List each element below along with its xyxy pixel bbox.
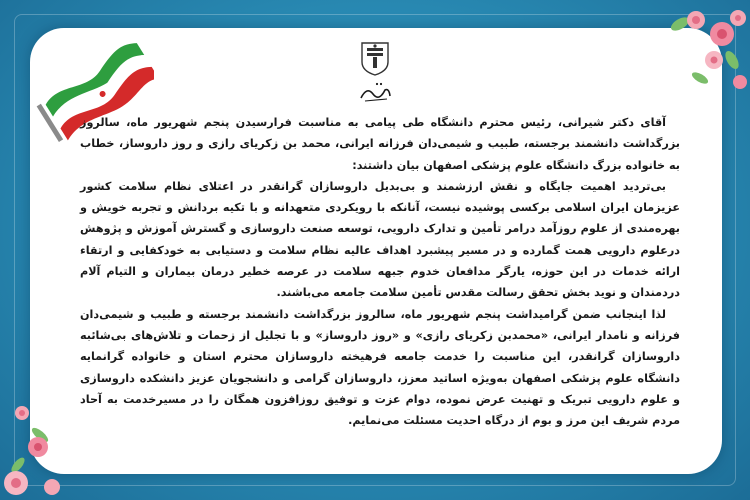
university-emblem-icon: [359, 40, 391, 76]
message-body: [80, 112, 680, 431]
message-paragraph-3: لذا اینجانب ضمن گرامیداشت پنجم شهریور ماه، سالروز بزرگداشت دانشمند برجسته و طبیب و شیمی‌دان فرزانه و نامدار ایرانی، «محمدبن زکریای رازی» و «روز داروساز» و با تجلیل از زحمات و تلاش‌های بی‌شائبه داروسازان گرانقدر، این مناسبت را خدمت جامعه فرهیخته داروسازان محترم استان و خانواده گرانمایه دانشگاه علوم پزشکی اصفهان به‌ویژه اساتید معزز، داروسازان گرامی و دانشجویان عزیز دانشکده داروسازی و علوم دارویی تبریک و تهنیت عرض نموده، دوام عزت و توفیق روزافزون همگان را در مسیرخدمت به آحاد مردم شریف این مرز و بوم از درگاه احدیت مسئلت می‌نمایم.: [80, 307, 680, 428]
pink-roses-icon: [0, 395, 90, 500]
pink-roses-icon: [640, 0, 750, 110]
message-paragraph-1: آقای دکتر شیرانی، رئیس محترم دانشگاه طی پیامی به مناسبت فرارسیدن پنجم شهریور ماه، سالروز بزرگداشت دانشمند برجسته، طبیب و شیمی‌دان فرزانه ایرانی، محمد بن زکریای رازی و روز داروساز، خطاب به خانواده بزرگ دانشگاه علوم پزشکی اصفهان بیان داشتند:: [80, 116, 680, 172]
calligraphy-signature: [357, 78, 393, 106]
message-paragraph-2: بی‌تردید اهمیت جایگاه و نقش ارزشمند و بی‌بدیل داروسازان گرانقدر در اعتلای نظام سلامت کشور عزیزمان ایران اسلامی برکسی پوشیده نیست، آنانکه با رویکردی متعهدانه و با تکیه بردانش و تجربه خویش و بهره‌مندی از علوم روزآمد درامر تأمین و تدارک دارویی، توسعه صنعت داروسازی و گسترش آموزش و پژوهش درعلوم دارویی همت گمارده و در مسیر پیشبرد اهداف عالیه نظام سلامت و دستیابی به خودکفایی و ارتقاء ارائه خدمات در این حوزه، یارگر مدافعان خدوم جبهه سلامت در عرصه خطیر درمان بیماران و التیام آلام دردمندان و نوید بخش تحقق رسالت مقدس تأمین سلامت جامعه می‌باشند.: [80, 179, 680, 300]
